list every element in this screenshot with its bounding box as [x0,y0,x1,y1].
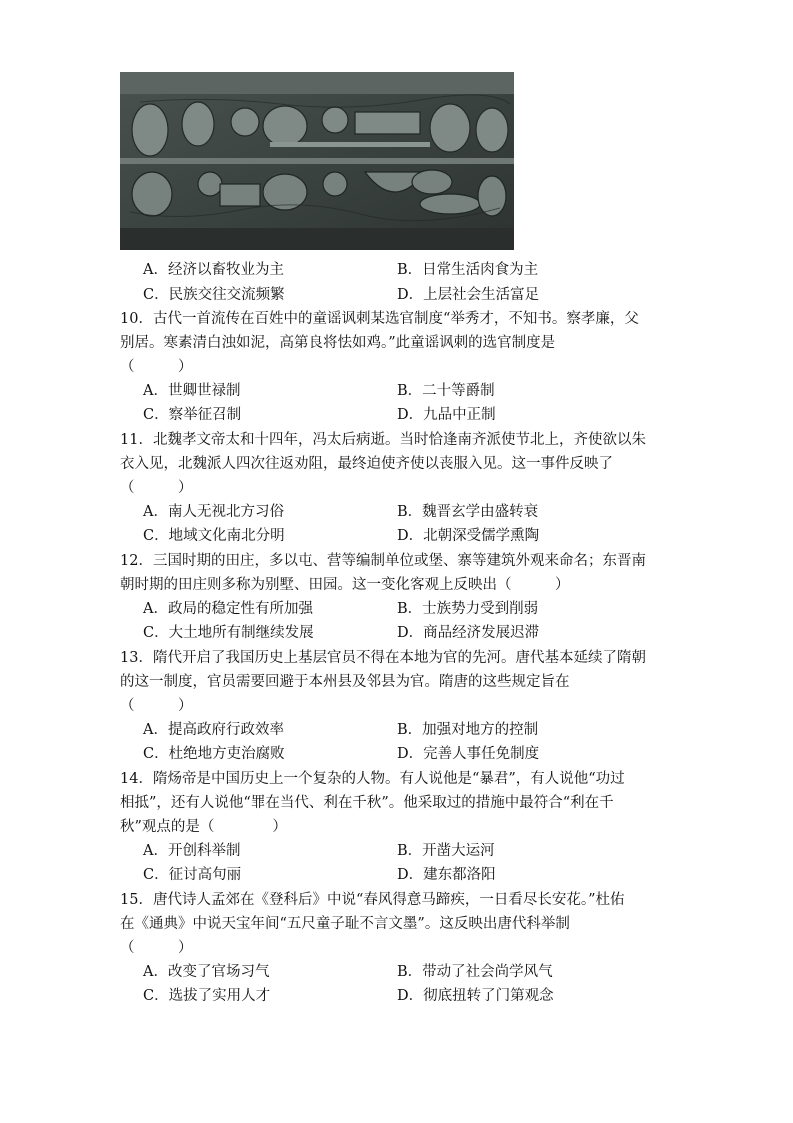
q12-option-d[interactable]: D．商品经济发展迟滞 [397,625,540,641]
q12-option-b[interactable]: B．士族势力受到削弱 [397,601,539,617]
q10-stem-line-2: 别居。寒素清白浊如泥，高第良将怯如鸡。”此童谣讽刺的选官制度是 [120,335,556,351]
q15-stem-line-1: 15．唐代诗人孟郊在《登科后》中说“春风得意马蹄疾，一日看尽长安花。”杜佑 [120,892,625,908]
q11-option-b[interactable]: B．魏晋玄学由盛转衰 [397,504,539,520]
q15-option-d[interactable]: D．彻底扭转了门第观念 [397,988,554,1004]
q14-stem-line-3: 秋”观点的是（ ） [120,819,287,835]
q13-stem-line-1: 13．隋代开启了我国历史上基层官员不得在本地为官的先河。唐代基本延续了隋朝 [120,650,646,666]
q11-option-c[interactable]: C．地域文化南北分明 [143,528,285,544]
q14-stem-line-2: 相抵”，还有人说他“罪在当代、利在千秋”。他采取过的措施中最符合“利在千 [120,795,614,811]
q15-option-b[interactable]: B．带动了社会尚学风气 [397,964,553,980]
q10-option-a[interactable]: A．世卿世禄制 [143,383,241,399]
q14-stem-line-1: 14．隋炀帝是中国历史上一个复杂的人物。有人说他是“暴君”，有人说他“功过 [120,771,625,787]
q15-stem-line-2: 在《通典》中说天宝年间“五尺童子耻不言文墨”。这反映出唐代科举制 [120,916,570,932]
q11-answer-blank: （ ） [120,480,193,496]
q11-option-a[interactable]: A．南人无视北方习俗 [143,504,284,520]
q10-answer-blank: （ ） [120,359,193,375]
q13-stem-line-2: 的这一制度，官员需要回避于本州县及邻县为官。隋唐的这些规定旨在 [120,674,570,690]
q12-stem-line-2: 朝时期的田庄则多称为别墅、田园。这一变化客观上反映出（ ） [120,577,570,593]
q14-option-d[interactable]: D．建东都洛阳 [397,867,496,883]
q15-answer-blank: （ ） [120,940,193,956]
q10-option-d[interactable]: D．九品中正制 [397,407,496,423]
q11-stem-line-1: 11．北魏孝文帝太和十四年，冯太后病逝。当时恰逢南齐派使节北上，齐使欲以朱 [120,432,646,448]
q9-option-a[interactable]: A．经济以畜牧业为主 [143,262,284,278]
q13-option-b[interactable]: B．加强对地方的控制 [397,722,539,738]
q13-option-d[interactable]: D．完善人事任免制度 [397,746,540,762]
q15-option-c[interactable]: C．选拔了实用人才 [143,988,271,1004]
q10-option-c[interactable]: C．察举征召制 [143,407,242,423]
q9-option-b[interactable]: B．日常生活肉食为主 [397,262,539,278]
q10-stem-line-1: 10．古代一首流传在百姓中的童谣讽刺某选官制度“举秀才，不知书。察孝廉，父 [120,311,639,327]
q12-option-c[interactable]: C．大土地所有制继续发展 [143,625,314,641]
q11-option-d[interactable]: D．北朝深受儒学熏陶 [397,528,540,544]
q13-option-c[interactable]: C．杜绝地方吏治腐败 [143,746,285,762]
stone-relief-carving-image [120,72,514,250]
q12-option-a[interactable]: A．政局的稳定性有所加强 [143,601,313,617]
q15-option-a[interactable]: A．改变了官场习气 [143,964,270,980]
q14-option-c[interactable]: C．征讨高句丽 [143,867,242,883]
q13-option-a[interactable]: A．提高政府行政效率 [143,722,284,738]
q12-stem-line-1: 12．三国时期的田庄，多以屯、营等编制单位或堡、寨等建筑外观来命名；东晋南 [120,553,646,569]
q10-option-b[interactable]: B．二十等爵制 [397,383,495,399]
q14-option-b[interactable]: B．开凿大运河 [397,843,495,859]
q13-answer-blank: （ ） [120,698,193,714]
q11-stem-line-2: 衣入见，北魏派人四次往返劝阻，最终迫使齐使以丧服入见。这一事件反映了 [120,456,613,472]
q9-option-c[interactable]: C．民族交往交流频繁 [143,287,285,303]
q14-option-a[interactable]: A．开创科举制 [143,843,241,859]
q9-option-d[interactable]: D．上层社会生活富足 [397,287,540,303]
